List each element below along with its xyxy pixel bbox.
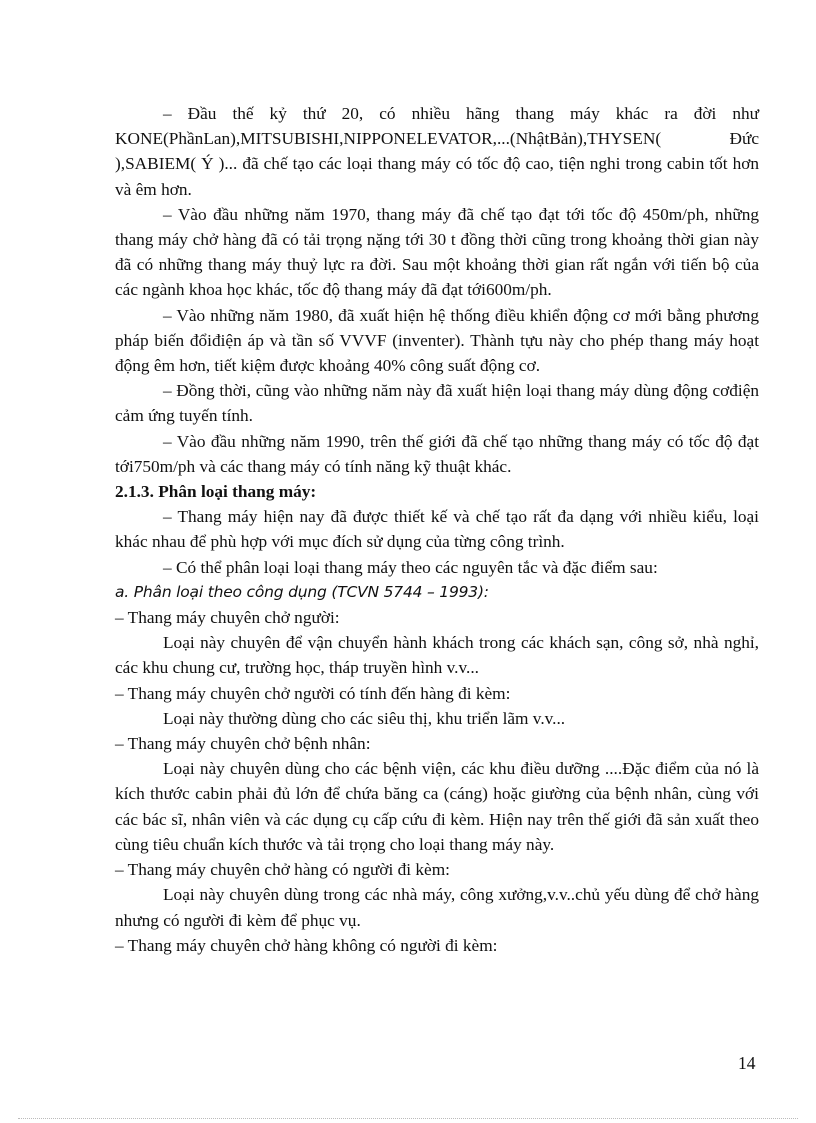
paragraph-1980s: – Vào những năm 1980, đã xuất hiện hệ thống điều khiển động cơ mới bằng phương pháp biến đổiđiện áp và tần số VVVF (inventer). Thành tựu này cho phép thang máy hoạt động êm hơn, tiết kiệm được khoảng 40% công suất động cơ. — [115, 305, 759, 376]
subheading-by-purpose: a. Phân loại theo công dụng (TCVN 5744 – 1993): — [115, 582, 489, 601]
list-item-label: – Thang máy chuyên chở hàng không có người đi kèm: — [115, 935, 498, 955]
page-number: 14 — [738, 1053, 756, 1073]
list-item-label: – Thang máy chuyên chở người có tính đến hàng đi kèm: — [115, 683, 511, 703]
list-item-body: Loại này chuyên dùng trong các nhà máy, công xưởng,v.v..chủ yếu dùng để chở hàng nhưng có người đi kèm để phục vụ. — [115, 885, 759, 930]
body-text — [115, 101, 759, 958]
paragraph-1970s: – Vào đầu những năm 1970, thang máy đã chế tạo đạt tới tốc độ 450m/ph, những thang máy chở hàng đã có tải trọng nặng tới 30 t đồng thời cũng trong khoảng thời gian này đã có những thang máy thuỷ lực ra đời. Sau một khoảng thời gian rất ngắn với tiến bộ của các ngành khoa học khác, tốc độ thang máy đã đạt tới600m/ph. — [115, 204, 759, 300]
section-heading — [115, 479, 759, 504]
paragraph-1990s: – Vào đầu những năm 1990, trên thế giới đã chế tạo những thang máy có tốc độ đạt tới750m/ph và các thang máy có tính năng kỹ thuật khác. — [115, 431, 759, 476]
list-item-body: Loại này thường dùng cho các siêu thị, khu triển lãm v.v... — [163, 708, 566, 728]
list-item-label: – Thang máy chuyên chở người: — [115, 608, 340, 628]
paragraph-classification: – Có thể phân loại loại thang máy theo các nguyên tắc và đặc điểm sau: — [163, 557, 658, 577]
list-item-label: – Thang máy chuyên chở hàng có người đi kèm: — [115, 860, 450, 880]
list-item-label: – Thang máy chuyên chở bệnh nhân: — [115, 734, 371, 754]
list-item-body: Loại này chuyên để vận chuyển hành khách trong các khách sạn, công sở, nhà nghỉ, các khu chung cư, trường học, tháp truyền hình v.v... — [115, 633, 759, 678]
paragraph-diversity: – Thang máy hiện nay đã được thiết kế và chế tạo rất đa dạng với nhiều kiểu, loại khác nhau để phù hợp với mục đích sử dụng của từng công trình. — [115, 507, 759, 552]
paragraph-linear-motor: – Đồng thời, cũng vào những năm này đã xuất hiện loại thang máy dùng động cơđiện cảm ứng tuyến tính. — [115, 381, 759, 426]
list-item-body: Loại này chuyên dùng cho các bệnh viện, các khu điều dưỡng ....Đặc điểm của nó là kích thước cabin phải đủ lớn để chứa băng ca (cáng) hoặc giường của bệnh nhân, cùng với các bác sĩ, nhân viên và các dụng cụ cấp cứu đi kèm. Hiện nay trên thế giới đã sản xuất theo cùng tiêu chuẩn kích thước và tải trọng cho loại thang máy này. — [115, 759, 759, 854]
section-title: Phân loại thang máy: — [158, 482, 317, 502]
paragraph-early-20th-century: – Đầu thế kỷ thứ 20, có nhiều hãng thang máy khác ra đời như KONE(PhầnLan),MITSUBISHI,NIPPONELEVATOR,...(NhậtBản),THYSEN( Đức ),SABIEM( Ý )... đã chế tạo các loại thang máy có tốc độ cao, tiện nghi trong cabin tốt hơn và êm hơn. — [115, 104, 759, 199]
footer-divider — [18, 1118, 798, 1119]
section-number: 2.1.3. — [115, 482, 154, 502]
